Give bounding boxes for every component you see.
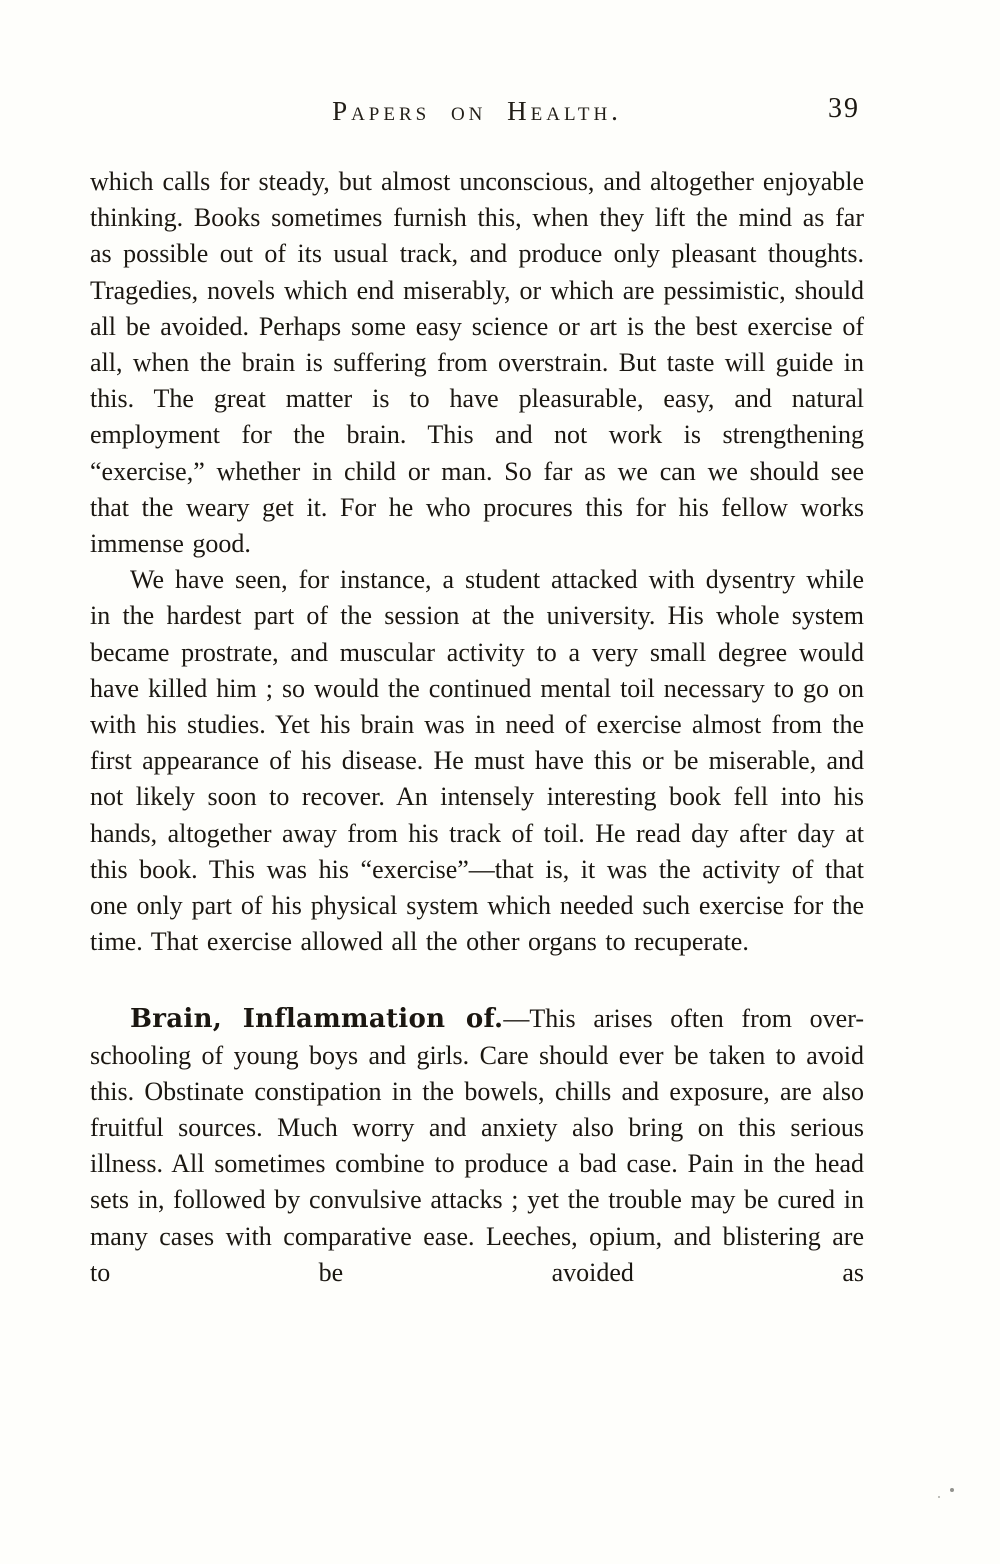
entry-body-text: This arises often from over-schooling of young boys and girls. Care should ever be taken to avoid this. Obstinate constipation in the bowels, chills and exposure, are also fruitful sources. Much worry and anxiety also bring on this serious illness. All sometimes combine to produce a bad case. Pain in the head sets in, followed by convulsive attacks ; yet the trouble may be cured in many cases with comparative ease. Leeches, opium, and blistering are to be avoided as (90, 1004, 864, 1287)
scan-speck (950, 1488, 954, 1492)
page-number: 39 (828, 93, 860, 124)
entry-term: Brain, Inflammation of. (130, 1004, 504, 1035)
entry-paragraph-brain-inflammation (90, 1001, 864, 1291)
page-header (90, 93, 864, 134)
body-paragraph-2: We have seen, for instance, a student attacked with dysentry while in the hardest part of the session at the university. His whole system became prostrate, and muscular activity to a very small degree would have killed him ; so would the continued mental toil necessary to go on with his studies. Yet his brain was in need of exercise almost from the first appearance of his disease. He must have this or be miserable, and not likely soon to recover. An intensely interesting book fell into his hands, altogether away from his track of toil. He read day after day at this book. This was his “exercise”—that is, it was the activity of that one only part of his physical system which needed such exercise for the time. That exercise allowed all the other organs to recuperate. (90, 565, 864, 957)
running-title: Papers on Health. (332, 96, 622, 126)
page-body (90, 164, 864, 1291)
em-dash: — (503, 1004, 530, 1034)
body-paragraph-1: which calls for steady, but almost unconscious, and altogether enjoyable thinking. Books sometimes furnish this, when they lift the mind as far as possible out of its usual track, and produce only pleasant thoughts. Tragedies, novels which end miserably, or which are pessimistic, should all be avoided. Perhaps some easy science or art is the best exercise of all, when the brain is suffering from overstrain. But taste will guide in this. The great matter is to have pleasurable, easy, and natural employment for the brain. This and not work is strengthening “exercise,” whether in child or man. So far as we can we should see that the weary get it. For he who procures this for his fellow works immense good. (90, 167, 864, 559)
